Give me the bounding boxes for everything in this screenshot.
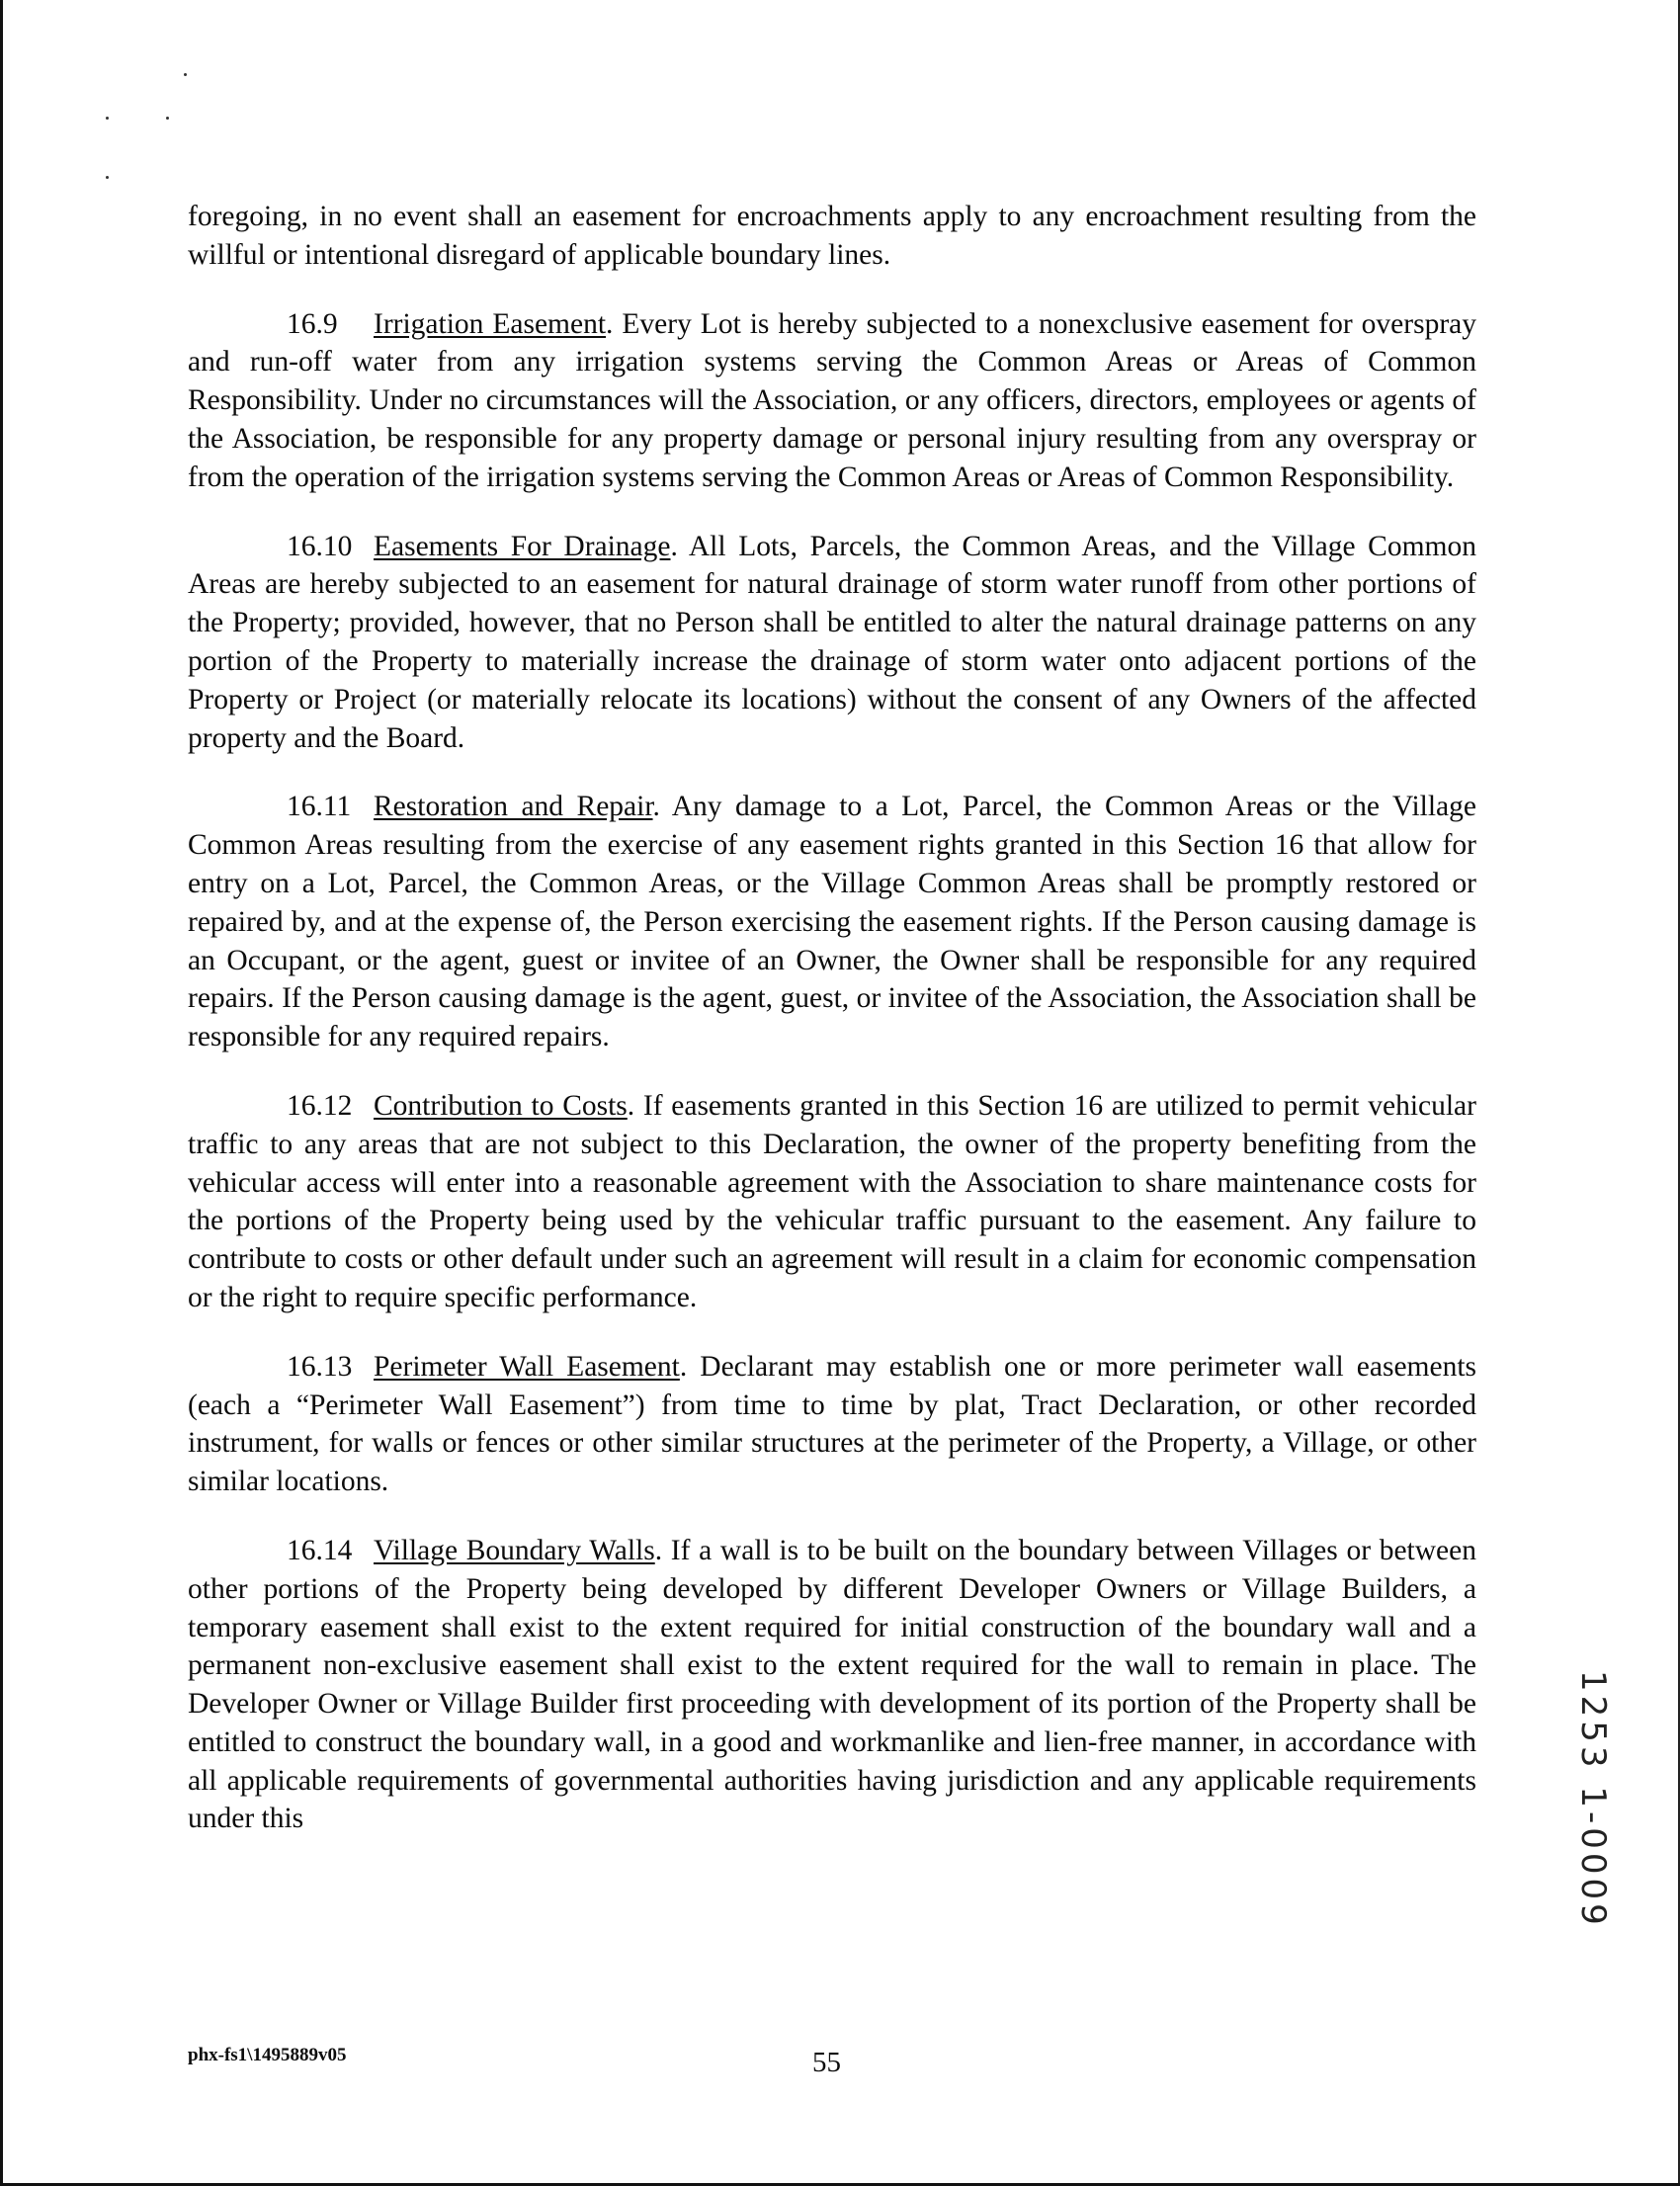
section-title: Contribution to Costs (374, 1089, 628, 1122)
section-number: 16.14 (287, 1534, 353, 1566)
section-16-10 (188, 528, 1476, 758)
section-number: 16.10 (287, 530, 353, 562)
section-16-14 (188, 1532, 1476, 1838)
section-text: . If a wall is to be built on the boundary between Villages or between other portions of the Property being developed by different Developer Owners or Village Builders, a temporary easement shall exist to the extent required for initial construction of the boundary wall and a permanent non-exclusive easement shall exist to the extent required for the wall to remain in place. The Developer Owner or Village Builder first proceeding with development of its portion of the Property shall be entitled to construct the boundary wall, in a good and workmanlike and lien-free manner, in accordance with all applicable requirements of governmental authorities having jurisdiction and any applicable requirements under this (188, 1534, 1476, 1835)
page-number: 55 (812, 2047, 841, 2078)
section-number: 16.11 (287, 791, 352, 823)
document-body (188, 198, 1476, 1869)
section-text: . Any damage to a Lot, Parcel, the Common Areas or the Village Common Areas resulting from the exercise of any easement rights granted in this Section 16 that allow for entry on a Lot, Parcel, the Common Areas, or the Village Common Areas shall be promptly restored or repaired by, and at the expense of, the Person exercising the easement rights. If the Person causing damage is an Occupant, or the agent, guest or invitee of an Owner, the Owner shall be responsible for any required repairs. If the Person causing damage is the agent, guest, or invitee of the Association, the Association shall be responsible for any required repairs. (188, 791, 1476, 1053)
section-title: Easements For Drainage (374, 530, 671, 562)
section-text: . If easements granted in this Section 16 are utilized to permit vehicular traffic to any areas that are not subject to this Declaration, the owner of the property benefiting from the vehicular access will enter into a reasonable agreement with the Association to share maintenance costs for the portions of the Property being used by the vehicular traffic pursuant to the easement. Any failure to contribute to costs or other default under such an agreement will result in a claim for economic compensation or the right to require specific performance. (188, 1089, 1476, 1313)
section-16-11 (188, 788, 1476, 1056)
recording-stamp: 1253 1-0009 (1573, 1670, 1613, 1929)
document-id: phx-fs1\1495889v05 (188, 2045, 347, 2065)
section-number: 16.12 (287, 1089, 353, 1122)
scan-speck (106, 176, 109, 179)
section-title: Perimeter Wall Easement (374, 1350, 680, 1383)
section-16-13 (188, 1348, 1476, 1501)
section-text: . Declarant may establish one or more perimeter wall easements (each a “Perimeter Wall Easement”) from time to time by plat, Tract Declaration, or other recorded instrument, for walls or fences or other similar structures at the perimeter of the Property, a Village, or other similar locations. (188, 1350, 1477, 1498)
section-number: 16.13 (287, 1350, 353, 1383)
continuation-paragraph: foregoing, in no event shall an easement for encroachments apply to any encroachment resulting from the willful or intentional disregard of applicable boundary lines. (188, 201, 1476, 271)
scan-edge-left (0, 0, 3, 2186)
section-16-12 (188, 1087, 1476, 1317)
section-16-9 (188, 305, 1476, 497)
section-text: . Every Lot is hereby subjected to a nonexclusive easement for overspray and run-off water from any irrigation systems serving the Common Areas or Areas of Common Responsibility. Under no circumstances will the Association, or any officers, directors, employees or agents of the Association, be responsible for any property damage or personal injury resulting from any overspray or from the operation of the irrigation systems serving the Common Areas or Areas of Common Responsibility. (188, 307, 1476, 493)
section-title: Irrigation Easement (374, 307, 607, 340)
scan-speck (184, 73, 187, 76)
scan-speck (106, 117, 109, 120)
section-text: . All Lots, Parcels, the Common Areas, and the Village Common Areas are hereby subjected to an easement for natural drainage of storm water runoff from other portions of the Property; provided, however, that no Person shall be entitled to alter the natural drainage patterns on any portion of the Property to materially increase the drainage of storm water onto adjacent portions of the Property or Project (or materially relocate its locations) without the consent of any Owners of the affected property and the Board. (188, 530, 1476, 754)
section-title: Restoration and Repair (374, 791, 653, 823)
scan-speck (166, 117, 169, 120)
section-number: 16.9 (287, 307, 338, 340)
section-title: Village Boundary Walls (374, 1534, 655, 1566)
